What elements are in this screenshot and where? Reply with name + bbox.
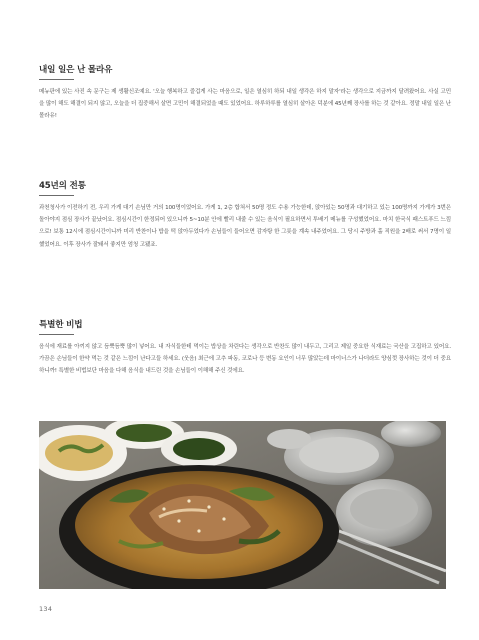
page-number: 134 — [39, 605, 53, 613]
heading-underline — [39, 195, 74, 196]
section-tomorrow — [39, 65, 451, 123]
section-body: 음식에 재료를 아끼지 않고 듬뿍듬뿍 많이 넣어요. 내 자식들한테 먹이는 밥상을 차린다는 생각으로 반찬도 많이 내두고, 그리고 제일 중요한 식재료는 국산을 고집하고 있어요. 가끔은 손님들이 한약 먹는 것 같은 느낌이 난다고들 하세요. (웃음) 최근에 고추 파동, 코로나 등 변동 요인이 너무 많았는데 마이너스가 나더라도 양심껏 장사하는 것이 더 중요하니까! 특별한 비법보단 마음을 다해 음식을 내드린 것을 손님들이 이해해 주신 것에요. — [39, 344, 451, 375]
section-body: 메뉴판에 있는 사진 속 문구는 제 생활신조예요. '오늘 행복하고 즐겁게 사는 마음으로, 일은 열심히 하되 내일 생각은 하지 말자'라는 생각으로 지금까지 달려왔어요. 사실 고민을 많이 해도 해결이 되지 않고, 오늘을 더 집중해서 살면 고민이 해결되었을 때도 있었어요. 하루하루를 열심히 살아온 덕분에 45년째 장사를 하는 것 같아요. 정말 내일 일은 난 몰라유! — [39, 89, 451, 120]
section-heading: 내일 일은 난 몰라유 — [39, 65, 113, 75]
heading-underline — [39, 334, 74, 335]
section-tradition — [39, 181, 451, 251]
section-body: 과천청사가 이전하기 전, 우리 가게 대기 손님만 거의 100명이었어요. 가게 1, 2층 합쳐서 50명 정도 수용 가능한데, 앉아있는 50명과 대기하고 있는 100명까지 가게가 3번은 돌아야지 점심 장사가 끝났어요. 점심시간이 한정되어 있으니까 5~10분 안에 빨리 내줄 수 있는 음식이 필요하면서 투배기 메뉴를 구성했었어요. 마치 한국식 패스트푸드 느낌으로! 보통 12시에 점심시간이니까 미리 반찬이나 밥을 떡 앉아두었다가 손님들이 들어오면 감자탕 한 그릇을 계속 내주었어요. 그 당시 주방과 홀 직원을 2배로 써서 7명이 일했었어요. 이후 장사가 잘돼서 좋지만 엄청 고됐죠. — [39, 205, 451, 248]
section-secret — [39, 320, 451, 378]
section-heading: 특별한 비법 — [39, 320, 83, 330]
section-heading: 45년의 전통 — [39, 181, 86, 191]
gamjatang-illustration — [39, 421, 446, 589]
food-photo — [39, 421, 446, 589]
heading-underline — [39, 79, 74, 80]
